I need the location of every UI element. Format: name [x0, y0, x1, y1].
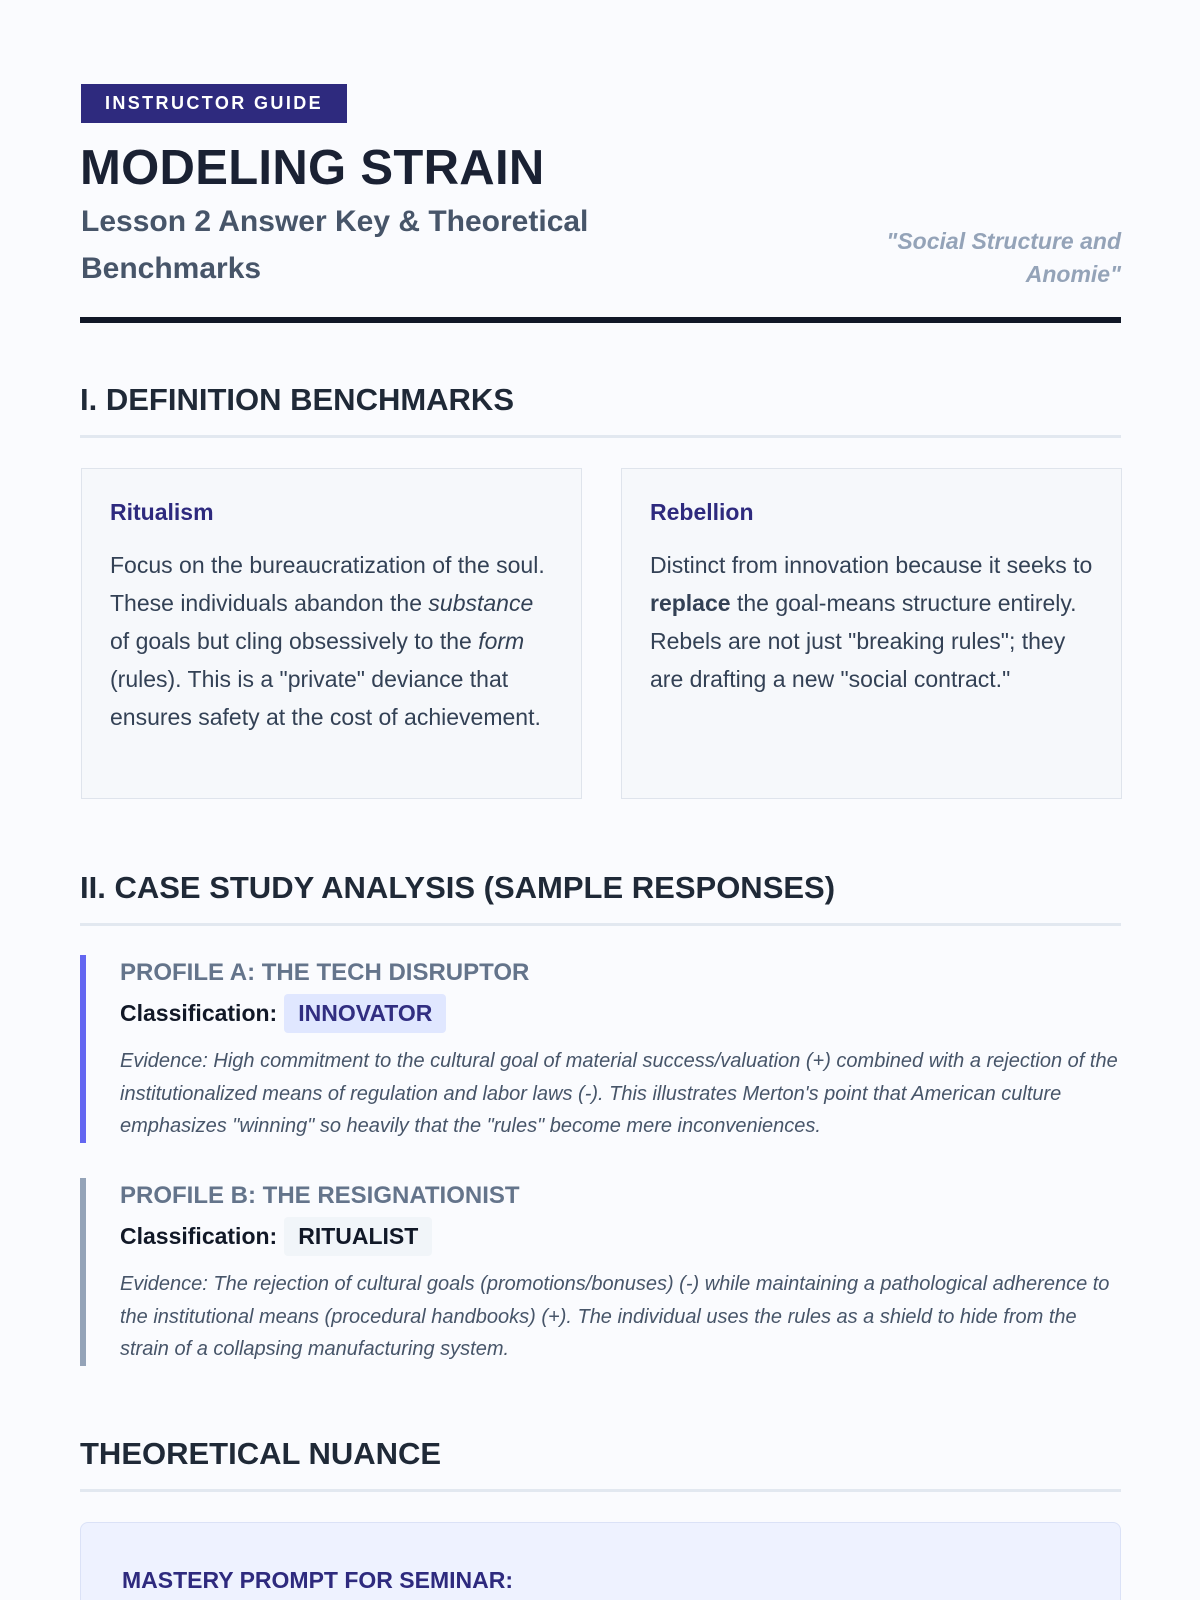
- classification-tag: RITUALIST: [284, 1217, 432, 1256]
- profile-title: PROFILE B: THE RESIGNATIONIST: [120, 1182, 520, 1209]
- section-title-definitions: I. DEFINITION BENCHMARKS: [80, 382, 1121, 438]
- definition-heading: Ritualism: [110, 499, 214, 525]
- header-divider: [80, 317, 1121, 323]
- evidence-text: Evidence: High commitment to the cultural goal of material success/valuation (+) combined with a rejection of the institutionalized means of regulation and labor laws (-). This illustrates Merton's point that American culture emphasizes "winning" so heavily that the "rules" become mere inconveniences.: [120, 1050, 1118, 1137]
- mastery-prompt-label: MASTERY PROMPT FOR SEMINAR:: [122, 1567, 514, 1593]
- profile-card-a: [80, 955, 1121, 1143]
- source-citation: "Social Structure and Anomie": [886, 228, 1121, 287]
- section-title-case-studies: II. CASE STUDY ANALYSIS (SAMPLE RESPONSES): [80, 870, 1121, 926]
- classification-tag: INNOVATOR: [284, 994, 446, 1033]
- page-title: MODELING STRAIN: [80, 141, 545, 195]
- classification-row: [120, 994, 1121, 1033]
- definition-card-rebellion: [621, 468, 1122, 799]
- profile-card-b: [80, 1178, 1121, 1366]
- classification-label: Classification:: [120, 1223, 278, 1249]
- mastery-prompt-box: [80, 1522, 1121, 1600]
- section-title-nuance: THEORETICAL NUANCE: [80, 1436, 1121, 1492]
- profile-title: PROFILE A: THE TECH DISRUPTOR: [120, 959, 530, 986]
- definition-heading: Rebellion: [650, 499, 754, 525]
- page-subtitle: Lesson 2 Answer Key & Theoretical Benchmarks: [81, 205, 589, 285]
- document-type-badge: INSTRUCTOR GUIDE: [81, 84, 347, 123]
- definition-text: Distinct from innovation because it seeks to replace the goal-means structure entirely. Rebels are not just "breaking rules"; they are drafting a new "social contract.": [650, 552, 1093, 692]
- definition-text: Focus on the bureaucratization of the soul. These individuals abandon the substance of goals but cling obsessively to the form (rules). This is a "private" deviance that ensures safety at the cost of achievement.: [110, 552, 545, 730]
- classification-label: Classification:: [120, 1000, 278, 1026]
- evidence-text: Evidence: The rejection of cultural goals (promotions/bonuses) (-) while maintaining a pathological adherence to the institutional means (procedural handbooks) (+). The individual uses the rules as a shield to hide from the strain of a collapsing manufacturing system.: [120, 1273, 1110, 1360]
- classification-row: [120, 1217, 1121, 1256]
- definition-card-ritualism: [81, 468, 582, 799]
